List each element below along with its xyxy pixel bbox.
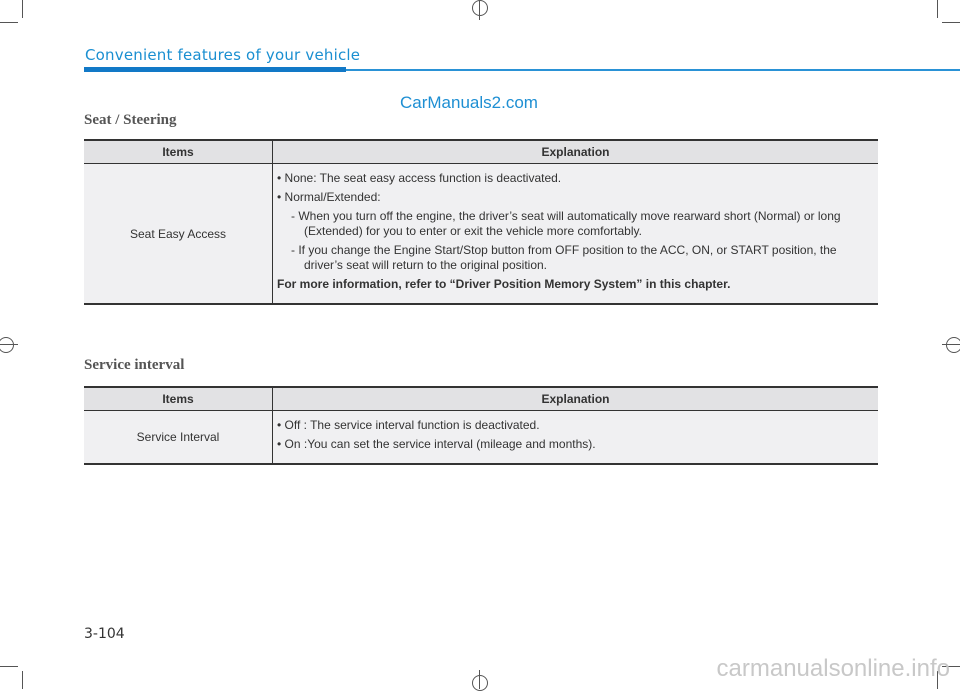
column-header: Items (84, 387, 273, 411)
watermark: carmanualsonline.info (716, 655, 950, 682)
crop-mark (22, 0, 23, 18)
crop-mark (0, 22, 18, 23)
registration-line (479, 670, 480, 689)
column-header: Explanation (273, 140, 879, 164)
crop-mark (937, 0, 938, 18)
cross-reference-note: For more information, refer to “Driver Position Memory System” in this chapter. (277, 277, 731, 291)
table-row (84, 411, 878, 465)
column-header: Explanation (273, 387, 879, 411)
section-title: Seat / Steering (84, 112, 177, 128)
watermark: CarManuals2.com (400, 93, 538, 112)
explanation-line: • None: The seat easy access function is deactivated. (277, 171, 562, 185)
explanation-line: • Off : The service interval function is deactivated. (277, 418, 540, 432)
explanation-line: • On :You can set the service interval (mileage and months). (277, 437, 596, 451)
header-rule (84, 67, 346, 72)
column-header: Items (84, 140, 273, 164)
registration-mark (946, 337, 960, 353)
explanation-line: • Normal/Extended: (277, 190, 381, 204)
service-interval-table (84, 386, 878, 465)
page-number: 3-104 (84, 626, 125, 642)
registration-mark (0, 337, 14, 353)
table-header-row (84, 140, 878, 164)
item-cell: Service Interval (84, 411, 273, 465)
table-header-row (84, 387, 878, 411)
seat-steering-table (84, 139, 878, 305)
explanation-cell (273, 411, 879, 465)
registration-mark (472, 0, 488, 16)
explanation-line: - When you turn off the engine, the driver’s seat will automatically move rearward short (Normal) or long (Extended) for you to enter or exit the vehicle more comfortably. (291, 209, 841, 238)
registration-line (0, 344, 18, 345)
chapter-title: Convenient features of your vehicle (85, 46, 361, 64)
explanation-cell (273, 164, 879, 305)
explanation-line: - If you change the Engine Start/Stop button from OFF position to the ACC, ON, or START position, the driver’s seat will return to the original position. (291, 243, 837, 272)
registration-line (479, 0, 480, 20)
section-title: Service interval (84, 357, 185, 373)
crop-mark (0, 666, 18, 667)
crop-mark (942, 22, 960, 23)
item-cell: Seat Easy Access (84, 164, 273, 305)
registration-line (942, 344, 960, 345)
header-rule (346, 69, 960, 71)
table-row (84, 164, 878, 305)
crop-mark (22, 671, 23, 689)
